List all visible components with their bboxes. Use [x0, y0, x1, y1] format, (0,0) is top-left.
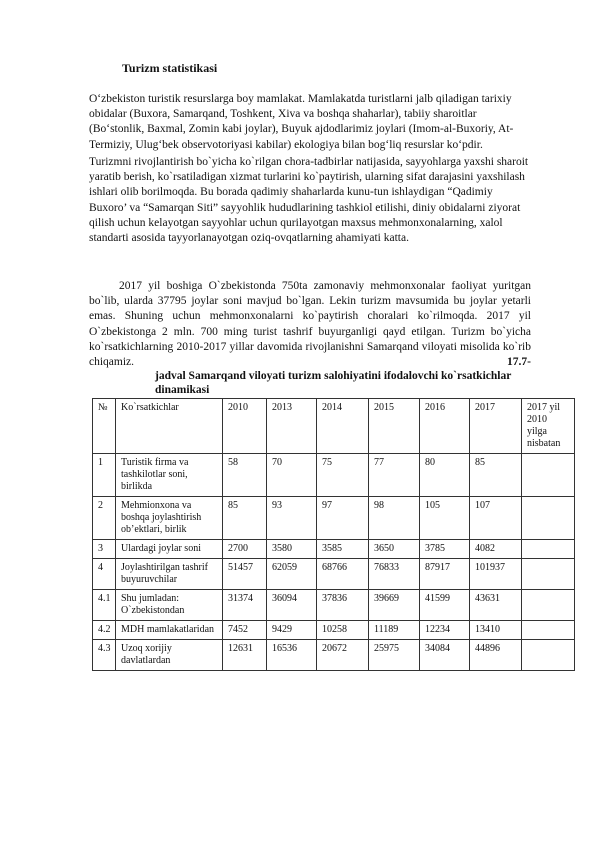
table-cell: 70: [267, 454, 317, 497]
table-header-row: [93, 399, 575, 454]
table-cell: [522, 540, 575, 559]
table-cell: 4082: [470, 540, 522, 559]
table-cell: 3585: [317, 540, 369, 559]
header-cell: Ko`rsatkichlar: [116, 399, 223, 454]
table-cell: 36094: [267, 590, 317, 621]
table-cell: 80: [420, 454, 470, 497]
statistics-table: [92, 398, 575, 671]
table-cell: 2700: [223, 540, 267, 559]
table-cell: 101937: [470, 559, 522, 590]
table-cell: 75: [317, 454, 369, 497]
table-cell: Mehmionxona va boshqa joylashtirish ob’ektlari, birlik: [116, 497, 223, 540]
table-cell: 3: [93, 540, 116, 559]
table-cell: 87917: [420, 559, 470, 590]
table-cell: 4.1: [93, 590, 116, 621]
table-cell: 58: [223, 454, 267, 497]
table-cell: 77: [369, 454, 420, 497]
table-cell: Turistik firma va tashkilotlar soni, birlikda: [116, 454, 223, 497]
table-cell: 37836: [317, 590, 369, 621]
table-cell: 62059: [267, 559, 317, 590]
table-cell: 107: [470, 497, 522, 540]
table-cell: 10258: [317, 621, 369, 640]
header-cell: 2015: [369, 399, 420, 454]
table-row: [93, 590, 575, 621]
table-cell: MDH mamlakatlaridan: [116, 621, 223, 640]
header-cell: 2013: [267, 399, 317, 454]
table-cell: [522, 559, 575, 590]
table-cell: [522, 454, 575, 497]
table-cell: [522, 640, 575, 671]
table-row: [93, 540, 575, 559]
table-cell: 3785: [420, 540, 470, 559]
table-row: [93, 497, 575, 540]
table-cell: 98: [369, 497, 420, 540]
table-row: [93, 559, 575, 590]
header-cell: 2010: [223, 399, 267, 454]
table-cell: 43631: [470, 590, 522, 621]
table-cell: 85: [223, 497, 267, 540]
table-cell: 105: [420, 497, 470, 540]
header-cell: №: [93, 399, 116, 454]
table-row: [93, 640, 575, 671]
table-cell: [522, 590, 575, 621]
table-cell: 31374: [223, 590, 267, 621]
table-cell: 51457: [223, 559, 267, 590]
table-cell: 20672: [317, 640, 369, 671]
header-cell: 2014: [317, 399, 369, 454]
table-cell: 9429: [267, 621, 317, 640]
table-cell: 4: [93, 559, 116, 590]
header-cell: 2017: [470, 399, 522, 454]
table-cell: 76833: [369, 559, 420, 590]
table-cell: 2: [93, 497, 116, 540]
table-cell: [522, 621, 575, 640]
table-number: 17.7-: [507, 356, 531, 368]
table-cell: Ulardagi joylar soni: [116, 540, 223, 559]
table-cell: 85: [470, 454, 522, 497]
table-cell: Shu jumladan: O`zbekistondan: [116, 590, 223, 621]
table-cell: 12234: [420, 621, 470, 640]
table-cell: 4.3: [93, 640, 116, 671]
table-cell: 39669: [369, 590, 420, 621]
table-cell: 11189: [369, 621, 420, 640]
page-heading: Turizm statistikasi: [122, 61, 218, 75]
table-cell: 68766: [317, 559, 369, 590]
table-cell: 41599: [420, 590, 470, 621]
table-cell: 34084: [420, 640, 470, 671]
table-cell: 12631: [223, 640, 267, 671]
header-cell: 2017 yil 2010 yilga nisbatan: [522, 399, 575, 454]
table-cell: 93: [267, 497, 317, 540]
table-row: [93, 621, 575, 640]
table-cell: Uzoq xorijiy davlatlardan: [116, 640, 223, 671]
table-cell: 16536: [267, 640, 317, 671]
table-cell: 97: [317, 497, 369, 540]
table-cell: 13410: [470, 621, 522, 640]
table-cell: 25975: [369, 640, 420, 671]
paragraph-intro: O‘zbekiston turistik resurslarga boy mamlakat. Mamlakatda turistlarni jalb qiladigan tarixiy obidalar (Buxora, Samarqand, Toshkent, Xiva va boshqa shaharlar), tabiiy sharoitlar (Bo‘stonlik, Baxmal, Zomin kabi joylar), Buyuk ajdodlarimiz joylari (Imom-al-Buxoriy, At-Termiziy, Ulug‘bek observotoriyasi kabilar) ekologiya bilan bog‘liq resurslar ko‘pdir.: [89, 93, 514, 151]
table-caption: jadval Samarqand viloyati turizm salohiyatini ifodalovchi ko`rsatkichlar dinamikasi: [155, 370, 512, 396]
table-cell: 3650: [369, 540, 420, 559]
header-cell: 2016: [420, 399, 470, 454]
table-cell: 1: [93, 454, 116, 497]
table-cell: [522, 497, 575, 540]
paragraph-development: Turizmni rivojlantirish bo`yicha ko`rilgan chora-tadbirlar natijasida, sayyohlarga yaxshi sharoit yaratib berish, ko`rsatiladigan xizmat turlarini ko`paytirish, ularning sifat darajasini yaxshilash ishlari olib borilmoqda. Bu borada qadimiy shaharlarda kunu-tun ishlaydigan “Qadimiy Buxoro’ va “Samarqan Siti” sayyohlik hududlarining tashkiol etilishi, diniy obidalarni ziyorat qilish uchun kelayotgan sayyohlar uchun qurilayotgan maxsus mehmonxonalarning, xalol standarti asosida tayyorlanayotgan oziq-ovqatlarning ahamiyati katta.: [89, 156, 529, 245]
table-cell: 4.2: [93, 621, 116, 640]
table-cell: 44896: [470, 640, 522, 671]
paragraph-statistics: 2017 yil boshiga O`zbekistonda 750ta zamonaviy mehmonxonalar faoliyat yuritgan bo`lib, ularda 37795 joylar soni mavjud bo`lgan. Lekin turizm mavsumida bu joylar yetarli emas. Shuning uchun mehmonxonalarni ko`paytirish choralari ko`rilmoqda. 2017 yil O`zbekistonga 2 mln. 700 ming turist tashrif buyurganligi qayd etilgan. Turizm bo`yicha ko`rsatkichlarning 2010-2017 yillar davomida rivojlanishni Samarqand viloyati misolida ko`rib chiqamiz.: [89, 280, 531, 369]
table-cell: Joylashtirilgan tashrif buyuruvchilar: [116, 559, 223, 590]
table-row: [93, 454, 575, 497]
table-cell: 3580: [267, 540, 317, 559]
table-cell: 7452: [223, 621, 267, 640]
